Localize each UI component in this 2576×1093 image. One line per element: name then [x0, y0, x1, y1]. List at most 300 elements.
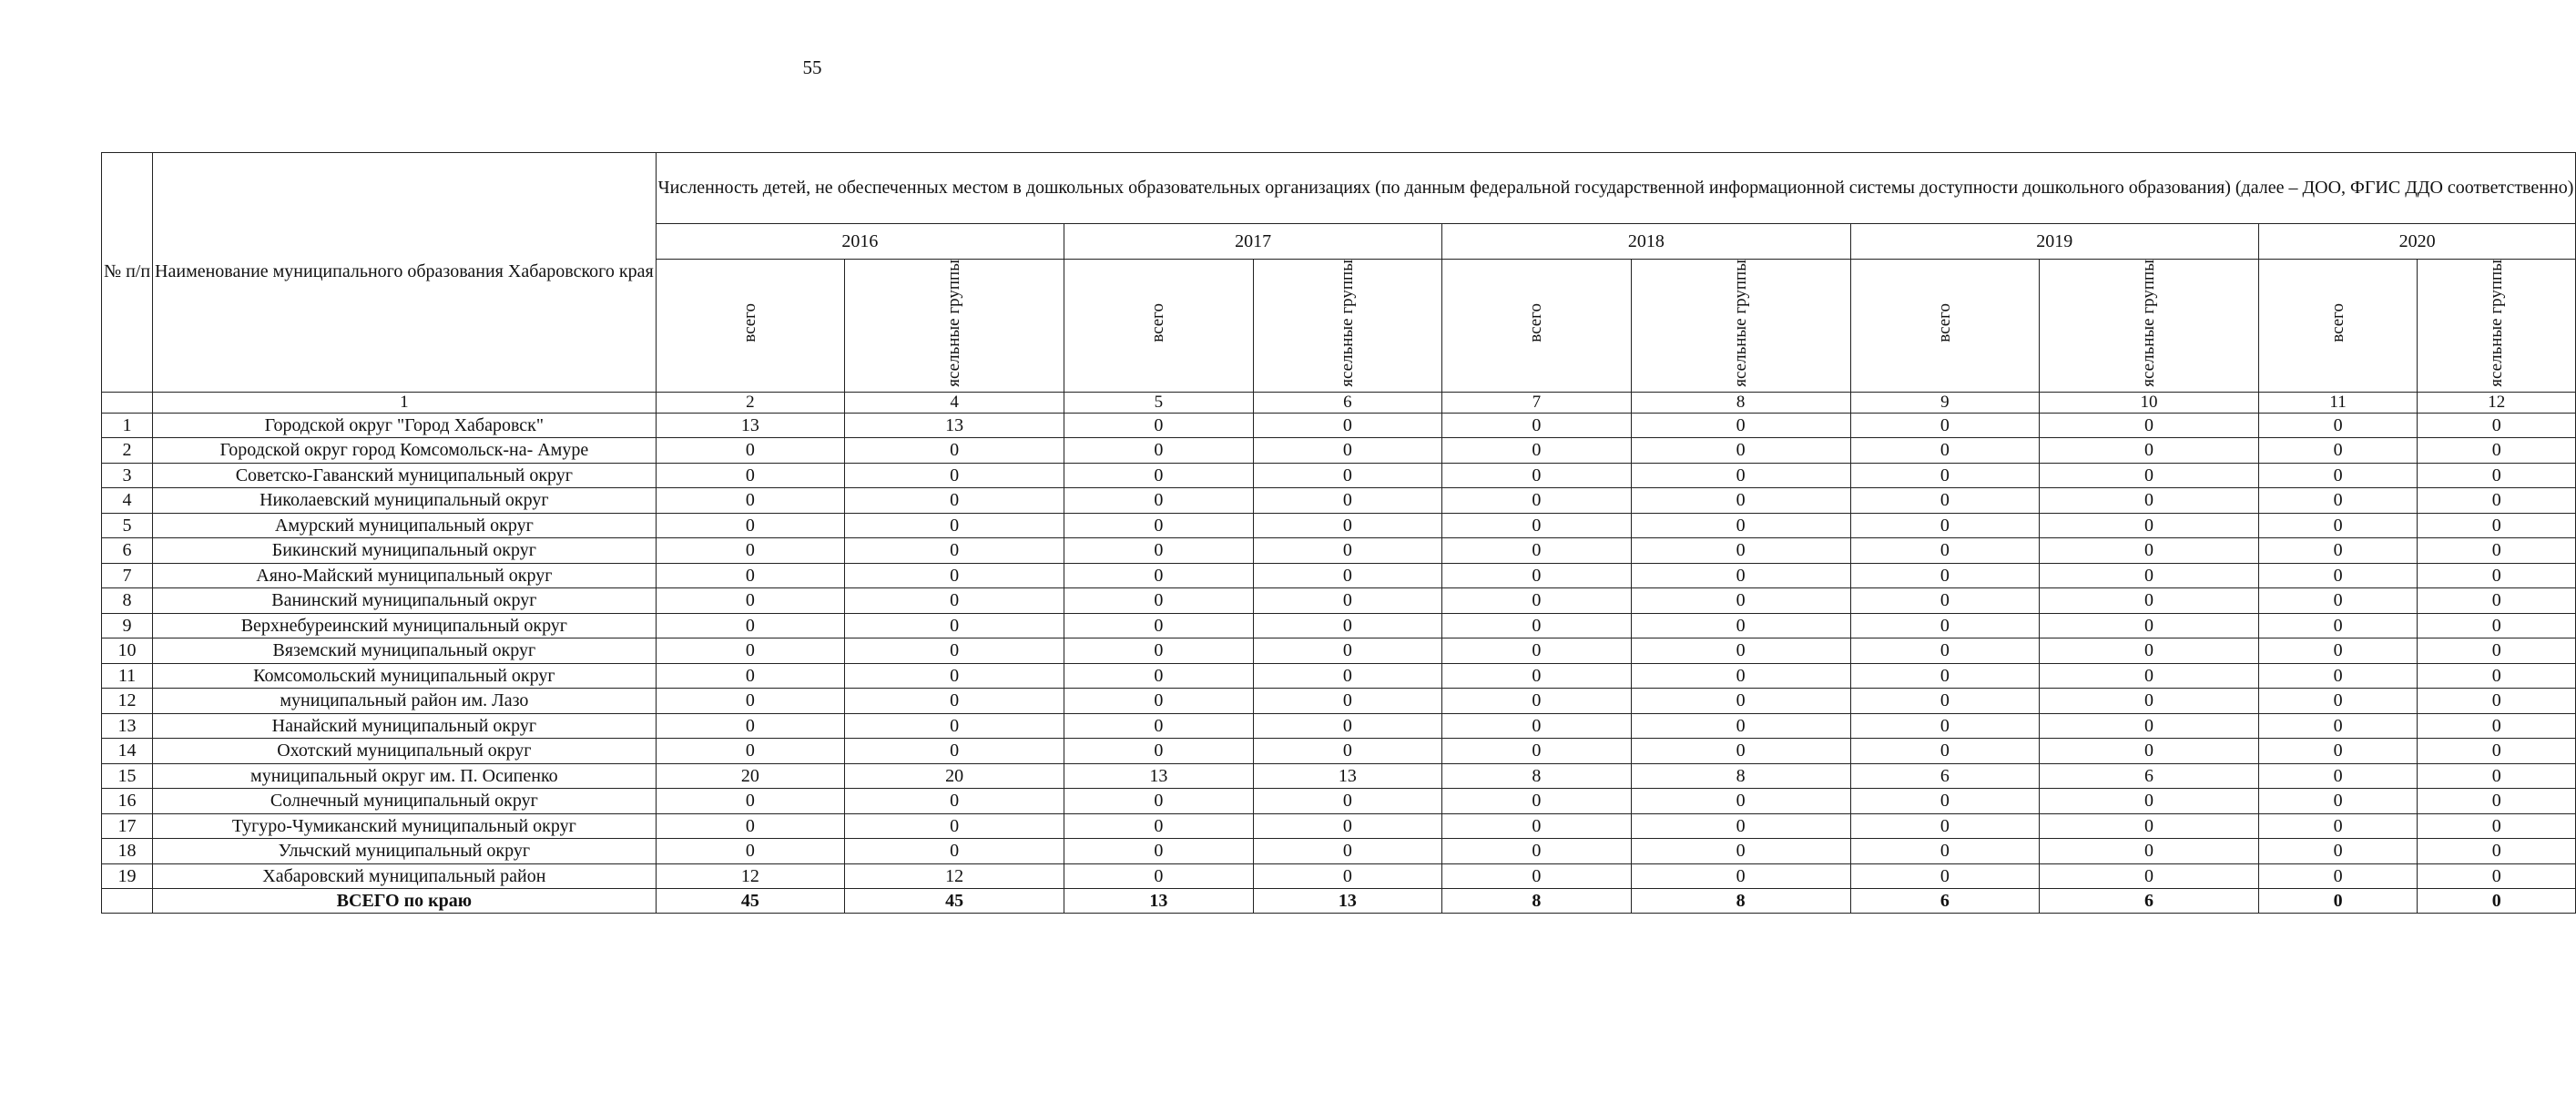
value-cell: 0 — [1850, 789, 2040, 814]
value-cell: 0 — [1631, 513, 1850, 538]
row-number-cell: 14 — [102, 739, 153, 764]
value-cell: 0 — [2418, 463, 2576, 488]
value-cell: 0 — [2418, 513, 2576, 538]
value-cell: 0 — [1631, 488, 1850, 514]
value-cell: 8 — [1631, 763, 1850, 789]
value-cell: 0 — [1064, 638, 1254, 664]
index-cell-empty — [102, 392, 153, 413]
value-cell: 0 — [2418, 413, 2576, 438]
value-cell: 0 — [1064, 839, 1254, 864]
table-row — [102, 789, 2576, 814]
value-cell: 0 — [2418, 488, 2576, 514]
municipality-name-cell: Комсомольский муниципальный округ — [153, 663, 657, 689]
value-cell: 0 — [845, 463, 1064, 488]
value-cell: 0 — [1631, 839, 1850, 864]
value-cell: 0 — [2259, 438, 2418, 464]
value-cell: 0 — [2418, 588, 2576, 614]
value-cell: 0 — [2040, 789, 2259, 814]
value-cell: 13 — [1253, 763, 1442, 789]
value-cell: 0 — [656, 839, 845, 864]
subheader-label: всего — [1526, 303, 1546, 343]
year-header-2020: 2020 — [2259, 224, 2576, 260]
municipality-name-cell: Амурский муниципальный округ — [153, 513, 657, 538]
value-cell: 0 — [2259, 613, 2418, 638]
table-row — [102, 488, 2576, 514]
municipality-name-cell: Нанайский муниципальный округ — [153, 713, 657, 739]
value-cell: 0 — [2418, 739, 2576, 764]
value-cell: 0 — [2259, 563, 2418, 588]
municipality-name-cell: Городской округ "Город Хабаровск" — [153, 413, 657, 438]
total-value-cell: 45 — [845, 889, 1064, 914]
nursery-subheader-2019 — [2040, 260, 2259, 393]
value-cell: 0 — [1442, 488, 1632, 514]
value-cell: 0 — [656, 488, 845, 514]
row-number-cell: 11 — [102, 663, 153, 689]
value-cell: 0 — [2418, 689, 2576, 714]
value-cell: 0 — [656, 663, 845, 689]
table-row — [102, 663, 2576, 689]
value-cell: 0 — [1631, 588, 1850, 614]
value-cell: 0 — [1064, 538, 1254, 564]
value-cell: 0 — [1253, 538, 1442, 564]
value-cell: 0 — [1253, 513, 1442, 538]
value-cell: 0 — [2040, 739, 2259, 764]
value-cell: 0 — [845, 488, 1064, 514]
year-header-2018: 2018 — [1442, 224, 1850, 260]
subheader-label: всего — [1934, 303, 1954, 343]
value-cell: 0 — [2259, 538, 2418, 564]
value-cell: 0 — [2040, 689, 2259, 714]
subheader-label: ясельные группы — [1730, 260, 1750, 387]
value-cell: 0 — [1064, 689, 1254, 714]
value-cell: 0 — [2259, 488, 2418, 514]
value-cell: 0 — [1064, 663, 1254, 689]
value-cell: 0 — [845, 739, 1064, 764]
municipality-name-cell: Охотский муниципальный округ — [153, 739, 657, 764]
municipality-name-cell: Хабаровский муниципальный район — [153, 863, 657, 889]
year-header-2019: 2019 — [1850, 224, 2258, 260]
value-cell: 13 — [845, 413, 1064, 438]
value-cell: 0 — [1064, 863, 1254, 889]
column-index-cell: 9 — [1850, 392, 2040, 413]
total-value-cell: 6 — [2040, 889, 2259, 914]
value-cell: 12 — [845, 863, 1064, 889]
value-cell: 0 — [2418, 613, 2576, 638]
municipality-name-cell: Ванинский муниципальный округ — [153, 588, 657, 614]
value-cell: 0 — [656, 538, 845, 564]
table-row — [102, 689, 2576, 714]
value-cell: 6 — [2040, 763, 2259, 789]
value-cell: 0 — [2040, 613, 2259, 638]
value-cell: 0 — [1253, 563, 1442, 588]
column-index-cell: 5 — [1064, 392, 1254, 413]
nursery-subheader-2016 — [845, 260, 1064, 393]
value-cell: 0 — [1850, 839, 2040, 864]
value-cell: 0 — [845, 588, 1064, 614]
value-cell: 0 — [1631, 663, 1850, 689]
value-cell: 0 — [2040, 513, 2259, 538]
subheader-label: ясельные группы — [944, 260, 964, 387]
value-cell: 0 — [1442, 613, 1632, 638]
value-cell: 0 — [1850, 638, 2040, 664]
value-cell: 0 — [2040, 663, 2259, 689]
row-number-cell: 12 — [102, 689, 153, 714]
value-cell: 0 — [2040, 588, 2259, 614]
value-cell: 0 — [1442, 813, 1632, 839]
value-cell: 0 — [1850, 463, 2040, 488]
column-index-cell: 2 — [656, 392, 845, 413]
value-cell: 0 — [1442, 689, 1632, 714]
value-cell: 0 — [1850, 739, 2040, 764]
value-cell: 0 — [1631, 713, 1850, 739]
value-cell: 0 — [845, 689, 1064, 714]
row-number-cell: 15 — [102, 763, 153, 789]
municipality-name-cell: Вяземский муниципальный округ — [153, 638, 657, 664]
value-cell: 0 — [1442, 663, 1632, 689]
value-cell: 0 — [1064, 713, 1254, 739]
nursery-subheader-2017 — [1253, 260, 1442, 393]
group-column-header: Численность детей, не обеспеченных местом в дошкольных образовательных организациях (по данным федеральной государственной информационной системы доступности дошкольного образования) (далее – ДОО, ФГИС ДДО соответственно) — [656, 153, 2576, 224]
value-cell: 0 — [1442, 739, 1632, 764]
row-number-cell: 9 — [102, 613, 153, 638]
value-cell: 0 — [2040, 538, 2259, 564]
value-cell: 0 — [1253, 588, 1442, 614]
name-column-header: Наименование муниципального образования Хабаровского края — [153, 153, 657, 393]
column-index-cell: 7 — [1442, 392, 1632, 413]
value-cell: 0 — [2418, 763, 2576, 789]
value-cell: 0 — [2418, 663, 2576, 689]
value-cell: 0 — [1850, 538, 2040, 564]
value-cell: 0 — [1064, 588, 1254, 614]
value-cell: 0 — [1850, 689, 2040, 714]
value-cell: 0 — [656, 463, 845, 488]
value-cell: 20 — [656, 763, 845, 789]
value-cell: 0 — [2040, 863, 2259, 889]
value-cell: 13 — [656, 413, 845, 438]
row-number-cell: 2 — [102, 438, 153, 464]
table-row — [102, 463, 2576, 488]
nursery-subheader-2020 — [2418, 260, 2576, 393]
row-number-cell: 3 — [102, 463, 153, 488]
value-cell: 0 — [1253, 413, 1442, 438]
value-cell: 0 — [1442, 588, 1632, 614]
value-cell: 0 — [656, 713, 845, 739]
value-cell: 0 — [656, 789, 845, 814]
value-cell: 0 — [2259, 813, 2418, 839]
subheader-label: всего — [739, 303, 759, 343]
value-cell: 0 — [2259, 588, 2418, 614]
value-cell: 12 — [656, 863, 845, 889]
value-cell: 0 — [1631, 638, 1850, 664]
value-cell: 0 — [845, 638, 1064, 664]
row-number-cell: 10 — [102, 638, 153, 664]
column-index-cell: 1 — [153, 392, 657, 413]
total-label-cell: ВСЕГО по краю — [153, 889, 657, 914]
value-cell: 0 — [2040, 563, 2259, 588]
value-cell: 0 — [1442, 839, 1632, 864]
municipality-name-cell: Городской округ город Комсомольск-на- Амуре — [153, 438, 657, 464]
total-value-cell: 0 — [2418, 889, 2576, 914]
value-cell: 0 — [1850, 663, 2040, 689]
value-cell: 0 — [845, 438, 1064, 464]
value-cell: 0 — [2040, 813, 2259, 839]
value-cell: 0 — [1442, 638, 1632, 664]
value-cell: 6 — [1850, 763, 2040, 789]
value-cell: 0 — [2259, 713, 2418, 739]
value-cell: 0 — [2418, 839, 2576, 864]
value-cell: 0 — [1253, 488, 1442, 514]
total-value-cell: 8 — [1442, 889, 1632, 914]
row-number-cell: 8 — [102, 588, 153, 614]
table-row — [102, 538, 2576, 564]
value-cell: 0 — [1631, 438, 1850, 464]
value-cell: 0 — [1442, 513, 1632, 538]
value-cell: 0 — [1631, 413, 1850, 438]
value-cell: 0 — [2259, 663, 2418, 689]
municipality-name-cell: Бикинский муниципальный округ — [153, 538, 657, 564]
value-cell: 0 — [1442, 438, 1632, 464]
total-row — [102, 889, 2576, 914]
value-cell: 0 — [1253, 638, 1442, 664]
header-row-group — [102, 153, 2576, 224]
value-cell: 0 — [2040, 839, 2259, 864]
row-number-cell: 19 — [102, 863, 153, 889]
municipality-name-cell: Советско-Гаванский муниципальный округ — [153, 463, 657, 488]
value-cell: 0 — [1631, 613, 1850, 638]
municipality-name-cell: Верхнебуреинский муниципальный округ — [153, 613, 657, 638]
total-value-cell: 13 — [1253, 889, 1442, 914]
value-cell: 0 — [656, 638, 845, 664]
value-cell: 0 — [2418, 438, 2576, 464]
value-cell: 0 — [1631, 689, 1850, 714]
value-cell: 0 — [2418, 638, 2576, 664]
value-cell: 0 — [2040, 438, 2259, 464]
children-without-places-table — [101, 152, 2576, 914]
value-cell: 0 — [845, 813, 1064, 839]
value-cell: 0 — [845, 789, 1064, 814]
row-number-cell: 1 — [102, 413, 153, 438]
value-cell: 0 — [1850, 713, 2040, 739]
row-number-cell: 13 — [102, 713, 153, 739]
year-header-2016: 2016 — [656, 224, 1064, 260]
value-cell: 0 — [1064, 413, 1254, 438]
total-value-cell: 0 — [2259, 889, 2418, 914]
value-cell: 0 — [656, 739, 845, 764]
row-number-cell: 4 — [102, 488, 153, 514]
row-number-cell: 6 — [102, 538, 153, 564]
table-row — [102, 763, 2576, 789]
value-cell: 0 — [1064, 739, 1254, 764]
value-cell: 0 — [2259, 739, 2418, 764]
value-cell: 0 — [656, 813, 845, 839]
value-cell: 0 — [2040, 638, 2259, 664]
value-cell: 0 — [1850, 488, 2040, 514]
subheader-label: ясельные группы — [1337, 260, 1357, 387]
column-index-row — [102, 392, 2576, 413]
total-subheader-2016 — [656, 260, 845, 393]
value-cell: 0 — [1253, 438, 1442, 464]
column-index-cell: 8 — [1631, 392, 1850, 413]
value-cell: 0 — [1631, 813, 1850, 839]
value-cell: 0 — [1631, 739, 1850, 764]
table-row — [102, 438, 2576, 464]
table-row — [102, 613, 2576, 638]
value-cell: 0 — [2040, 488, 2259, 514]
table-row — [102, 863, 2576, 889]
value-cell: 0 — [1442, 863, 1632, 889]
value-cell: 0 — [1442, 563, 1632, 588]
total-value-cell: 6 — [1850, 889, 2040, 914]
value-cell: 0 — [1631, 789, 1850, 814]
value-cell: 0 — [2418, 538, 2576, 564]
value-cell: 0 — [1064, 513, 1254, 538]
value-cell: 0 — [1253, 613, 1442, 638]
value-cell: 0 — [1850, 413, 2040, 438]
value-cell: 0 — [2418, 813, 2576, 839]
municipality-name-cell: Солнечный муниципальный округ — [153, 789, 657, 814]
value-cell: 0 — [2259, 638, 2418, 664]
row-number-cell: 5 — [102, 513, 153, 538]
value-cell: 0 — [2418, 713, 2576, 739]
municipality-name-cell: муниципальный округ им. П. Осипенко — [153, 763, 657, 789]
table-row — [102, 839, 2576, 864]
subheader-label: ясельные группы — [2486, 260, 2506, 387]
column-index-cell: 11 — [2259, 392, 2418, 413]
value-cell: 0 — [845, 513, 1064, 538]
page-number: 55 — [802, 56, 822, 78]
column-index-cell: 6 — [1253, 392, 1442, 413]
municipality-name-cell: Ульчский муниципальный округ — [153, 839, 657, 864]
value-cell: 0 — [2040, 463, 2259, 488]
value-cell: 0 — [1850, 588, 2040, 614]
value-cell: 0 — [2418, 789, 2576, 814]
value-cell: 0 — [2418, 863, 2576, 889]
value-cell: 0 — [2040, 413, 2259, 438]
value-cell: 0 — [845, 613, 1064, 638]
value-cell: 0 — [2259, 689, 2418, 714]
value-cell: 0 — [2259, 789, 2418, 814]
value-cell: 0 — [845, 538, 1064, 564]
value-cell: 0 — [1631, 538, 1850, 564]
value-cell: 0 — [2259, 513, 2418, 538]
table-row — [102, 739, 2576, 764]
municipality-name-cell: Николаевский муниципальный округ — [153, 488, 657, 514]
value-cell: 0 — [2040, 713, 2259, 739]
value-cell: 0 — [1253, 739, 1442, 764]
value-cell: 0 — [1442, 789, 1632, 814]
subheader-label: всего — [1148, 303, 1168, 343]
total-subheader-2019 — [1850, 260, 2040, 393]
value-cell: 0 — [1631, 563, 1850, 588]
value-cell: 0 — [1064, 488, 1254, 514]
total-subheader-2018 — [1442, 260, 1632, 393]
value-cell: 0 — [1850, 613, 2040, 638]
value-cell: 0 — [2418, 563, 2576, 588]
value-cell: 0 — [656, 588, 845, 614]
table-row — [102, 513, 2576, 538]
table-row — [102, 413, 2576, 438]
value-cell: 0 — [1253, 863, 1442, 889]
municipality-name-cell: Аяно-Майский муниципальный округ — [153, 563, 657, 588]
value-cell: 0 — [2259, 763, 2418, 789]
value-cell: 0 — [1850, 863, 2040, 889]
value-cell: 0 — [1064, 463, 1254, 488]
table-row — [102, 713, 2576, 739]
value-cell: 0 — [1442, 413, 1632, 438]
value-cell: 0 — [656, 563, 845, 588]
column-index-cell: 10 — [2040, 392, 2259, 413]
municipality-name-cell: муниципальный район им. Лазо — [153, 689, 657, 714]
value-cell: 0 — [2259, 839, 2418, 864]
value-cell: 0 — [845, 563, 1064, 588]
row-number-cell: 17 — [102, 813, 153, 839]
value-cell: 0 — [1064, 789, 1254, 814]
value-cell: 0 — [1442, 713, 1632, 739]
value-cell: 0 — [1064, 613, 1254, 638]
total-number-cell — [102, 889, 153, 914]
value-cell: 0 — [1442, 538, 1632, 564]
municipality-name-cell: Тугуро-Чумиканский муниципальный округ — [153, 813, 657, 839]
value-cell: 0 — [1850, 563, 2040, 588]
value-cell: 0 — [1064, 563, 1254, 588]
value-cell: 0 — [656, 438, 845, 464]
row-number-cell: 16 — [102, 789, 153, 814]
year-header-2017: 2017 — [1064, 224, 1442, 260]
value-cell: 0 — [1631, 863, 1850, 889]
value-cell: 0 — [1631, 463, 1850, 488]
total-subheader-2017 — [1064, 260, 1254, 393]
value-cell: 0 — [1253, 813, 1442, 839]
value-cell: 0 — [2259, 463, 2418, 488]
total-value-cell: 45 — [656, 889, 845, 914]
subheader-label: всего — [2327, 303, 2347, 343]
value-cell: 0 — [1253, 713, 1442, 739]
value-cell: 0 — [656, 513, 845, 538]
table-row — [102, 638, 2576, 664]
number-column-header: № п/п — [102, 153, 153, 393]
value-cell: 0 — [1850, 813, 2040, 839]
value-cell: 0 — [1442, 463, 1632, 488]
value-cell: 0 — [845, 839, 1064, 864]
row-number-cell: 18 — [102, 839, 153, 864]
value-cell: 20 — [845, 763, 1064, 789]
table-body — [102, 413, 2576, 914]
value-cell: 0 — [1064, 813, 1254, 839]
total-value-cell: 8 — [1631, 889, 1850, 914]
value-cell: 0 — [1064, 438, 1254, 464]
value-cell: 0 — [1253, 839, 1442, 864]
value-cell: 0 — [1253, 689, 1442, 714]
table-row — [102, 563, 2576, 588]
value-cell: 0 — [1253, 663, 1442, 689]
value-cell: 0 — [656, 689, 845, 714]
total-value-cell: 13 — [1064, 889, 1254, 914]
nursery-subheader-2018 — [1631, 260, 1850, 393]
value-cell: 0 — [845, 713, 1064, 739]
subheader-label: ясельные группы — [2139, 260, 2159, 387]
value-cell: 0 — [1253, 463, 1442, 488]
value-cell: 0 — [1850, 513, 2040, 538]
value-cell: 0 — [656, 613, 845, 638]
value-cell: 0 — [1850, 438, 2040, 464]
total-subheader-2020 — [2259, 260, 2418, 393]
table-row — [102, 588, 2576, 614]
table-row — [102, 813, 2576, 839]
value-cell: 13 — [1064, 763, 1254, 789]
row-number-cell: 7 — [102, 563, 153, 588]
value-cell: 0 — [2259, 863, 2418, 889]
value-cell: 8 — [1442, 763, 1632, 789]
